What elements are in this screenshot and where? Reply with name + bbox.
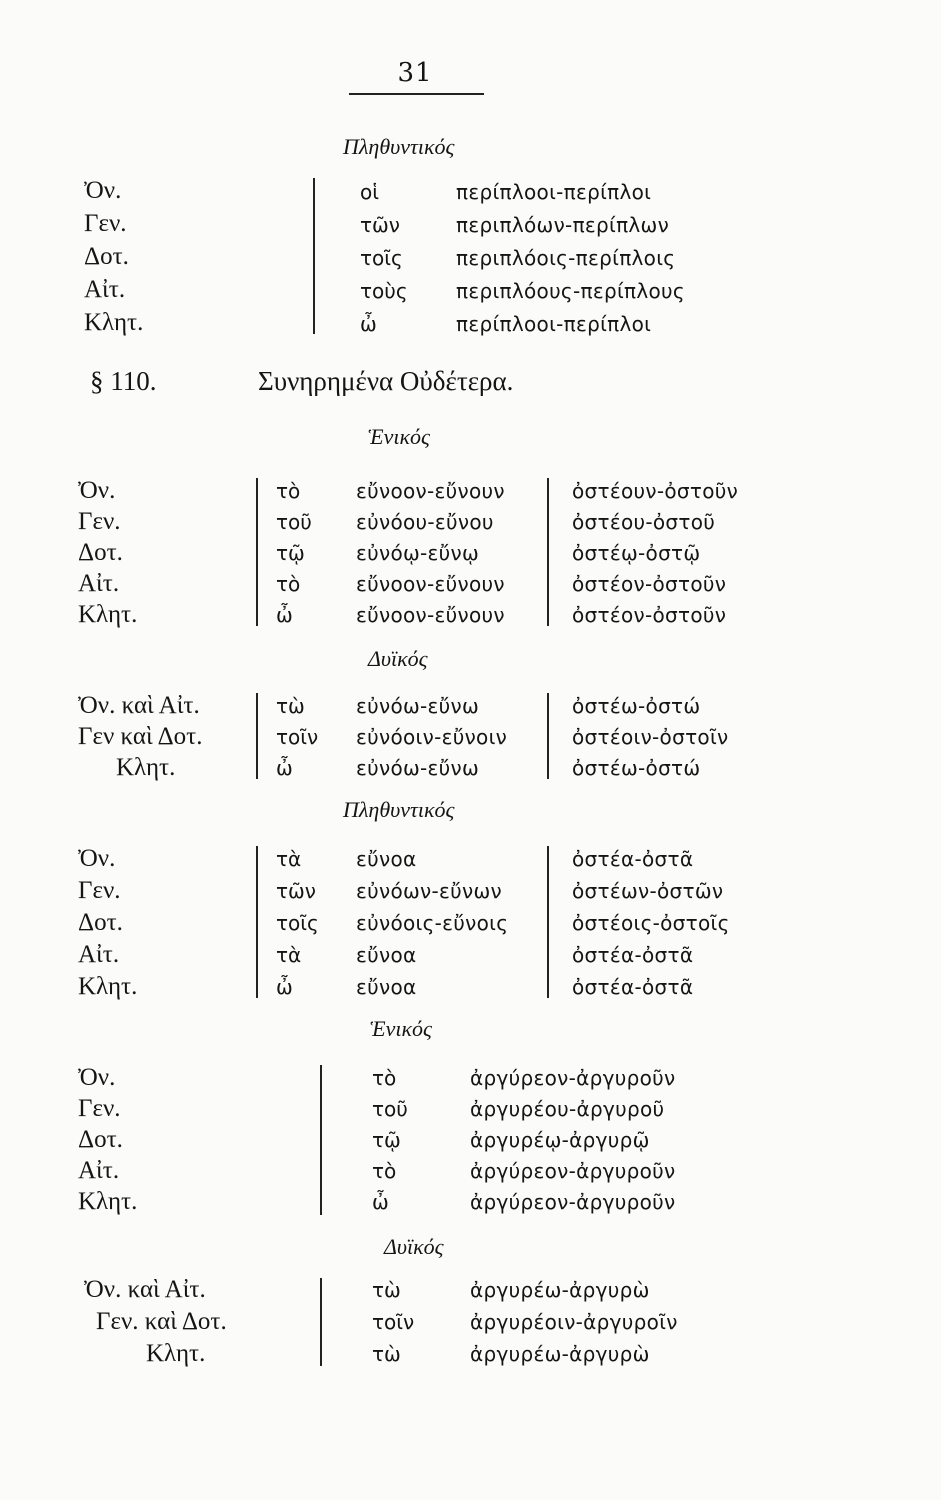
article: τοῖς — [360, 246, 403, 270]
case-label: Κλητ. — [78, 973, 138, 1000]
page-number-rule — [349, 93, 484, 95]
singular-divider-right — [547, 478, 549, 626]
form: ὀστέοιν-ὀστοῖν — [572, 725, 729, 749]
case-label: Ὀν. καὶ Αἰτ. — [84, 1276, 206, 1303]
form: εὐνόω-εὔνω — [356, 694, 480, 718]
article: τὸ — [276, 479, 301, 503]
article: τὸ — [372, 1066, 397, 1090]
plural-divider-right — [547, 846, 549, 998]
singular-heading: Ἑνικός — [368, 424, 430, 449]
case-label: Ὀν. — [78, 477, 116, 504]
article: τῷ — [276, 541, 305, 565]
case-label: Κλητ. — [84, 309, 144, 336]
page-number: 31 — [397, 58, 433, 88]
section-number: § 110. — [90, 366, 157, 396]
form: ὀστέον-ὀστοῦν — [572, 572, 727, 596]
form: ὀστέῳ-ὀστῷ — [572, 541, 701, 565]
form: εὔνοα — [356, 847, 417, 871]
form: εὐνόω-εὔνω — [356, 756, 480, 780]
form: ὀστέουν-ὀστοῦν — [572, 479, 739, 503]
form: εὔνοα — [356, 943, 417, 967]
article: τῷ — [372, 1128, 401, 1152]
form: εὐνόοις-εὔνοις — [356, 911, 509, 935]
case-label: Κλητ. — [146, 1340, 206, 1367]
case-label: Αἰτ. — [78, 570, 120, 597]
case-label: Γεν. — [78, 508, 121, 535]
form: ἀργυρέω-ἀργυρὼ — [470, 1278, 650, 1302]
dual-divider-left — [256, 693, 258, 779]
case-label: Κλητ. — [116, 754, 176, 781]
case-label: Γεν. — [84, 210, 127, 237]
case-label: Γεν. καὶ Δοτ. — [96, 1308, 227, 1335]
form: ὀστέω-ὀστώ — [572, 756, 701, 780]
article: τὸ — [276, 572, 301, 596]
form: ἀργύρεον-ἀργυροῦν — [470, 1159, 676, 1183]
form: ὀστέου-ὀστοῦ — [572, 510, 716, 534]
form: εὐνόων-εὔνων — [356, 879, 503, 903]
article: ὦ — [276, 756, 293, 780]
form: ἀργυρέου-ἀργυροῦ — [470, 1097, 665, 1121]
case-label: Κλητ. — [78, 601, 138, 628]
form: ὀστέον-ὀστοῦν — [572, 603, 727, 627]
form: ὀστέα-ὀστᾶ — [572, 943, 694, 967]
case-label: Ὀν. — [84, 177, 122, 204]
plural-heading: Πληθυντικός — [343, 797, 455, 822]
form: περιπλόοις-περίπλοις — [456, 246, 676, 270]
article: τὼ — [372, 1278, 401, 1302]
article: ὦ — [372, 1190, 389, 1214]
singular2-divider — [320, 1065, 322, 1215]
article: τὼ — [276, 694, 305, 718]
article: οἱ — [360, 180, 380, 204]
article: τὰ — [276, 847, 302, 871]
form: περιπλόους-περίπλους — [456, 279, 685, 303]
case-label: Γεν. — [78, 1095, 121, 1122]
section-title: Συνηρημένα Οὐδέτερα. — [258, 366, 514, 396]
form: εὐνόου-εὔνου — [356, 510, 494, 534]
article: τοῦ — [276, 510, 312, 534]
article: τὼ — [372, 1342, 401, 1366]
form: ὀστέω-ὀστώ — [572, 694, 701, 718]
article: τοῖς — [276, 911, 319, 935]
form: περιπλόων-περίπλων — [456, 213, 670, 237]
form: ἀργυρέω-ἀργυρὼ — [470, 1342, 650, 1366]
form: ἀργύρεον-ἀργυροῦν — [470, 1190, 676, 1214]
case-label: Κλητ. — [78, 1188, 138, 1215]
singular-divider-left — [256, 478, 258, 626]
form: εὔνοον-εὔνουν — [356, 603, 505, 627]
case-label: Δοτ. — [84, 243, 129, 270]
dual-heading: Δυϊκός — [384, 1234, 444, 1259]
form: εὐνόοιν-εὔνοιν — [356, 725, 508, 749]
article: τὸ — [372, 1159, 397, 1183]
form: εὔνοον-εὔνουν — [356, 572, 505, 596]
form: εὔνοον-εὔνουν — [356, 479, 505, 503]
article: τοὺς — [360, 279, 408, 303]
article: ὦ — [360, 312, 377, 336]
form: ἀργυρέοιν-ἀργυροῖν — [470, 1310, 678, 1334]
dual-divider-right — [547, 693, 549, 779]
form: ὀστέα-ὀστᾶ — [572, 847, 694, 871]
top-plural-divider — [313, 178, 315, 334]
article: τοῖν — [276, 725, 319, 749]
article: τὰ — [276, 943, 302, 967]
case-label: Ὀν. — [78, 1064, 116, 1091]
case-label: Αἰτ. — [78, 941, 120, 968]
case-label: Δοτ. — [78, 1126, 123, 1153]
form: περίπλοοι-περίπλοι — [456, 180, 652, 204]
article: τῶν — [360, 213, 400, 237]
article: ὦ — [276, 975, 293, 999]
article: ὦ — [276, 603, 293, 627]
article: τῶν — [276, 879, 316, 903]
dual2-divider — [320, 1278, 322, 1366]
form: ὀστέων-ὀστῶν — [572, 879, 724, 903]
form: ἀργυρέῳ-ἀργυρῷ — [470, 1128, 650, 1152]
top-plural-heading: Πληθυντικός — [343, 134, 455, 159]
form: ἀργύρεον-ἀργυροῦν — [470, 1066, 676, 1090]
case-label: Αἰτ. — [84, 276, 126, 303]
form: ὀστέα-ὀστᾶ — [572, 975, 694, 999]
form: εὐνόῳ-εὔνῳ — [356, 541, 480, 565]
case-label: Δοτ. — [78, 909, 123, 936]
dual-heading: Δυϊκός — [368, 646, 428, 671]
article: τοῖν — [372, 1310, 415, 1334]
plural-divider-left — [256, 846, 258, 998]
case-label: Δοτ. — [78, 539, 123, 566]
article: τοῦ — [372, 1097, 408, 1121]
case-label: Γεν καὶ Δοτ. — [78, 723, 203, 750]
case-label: Αἰτ. — [78, 1157, 120, 1184]
case-label: Γεν. — [78, 877, 121, 904]
case-label: Ὀν. — [78, 845, 116, 872]
form: περίπλοοι-περίπλοι — [456, 312, 652, 336]
form: ὀστέοις-ὀστοῖς — [572, 911, 730, 935]
form: εὔνοα — [356, 975, 417, 999]
singular-heading: Ἑνικός — [370, 1016, 432, 1041]
case-label: Ὀν. καὶ Αἰτ. — [78, 692, 200, 719]
